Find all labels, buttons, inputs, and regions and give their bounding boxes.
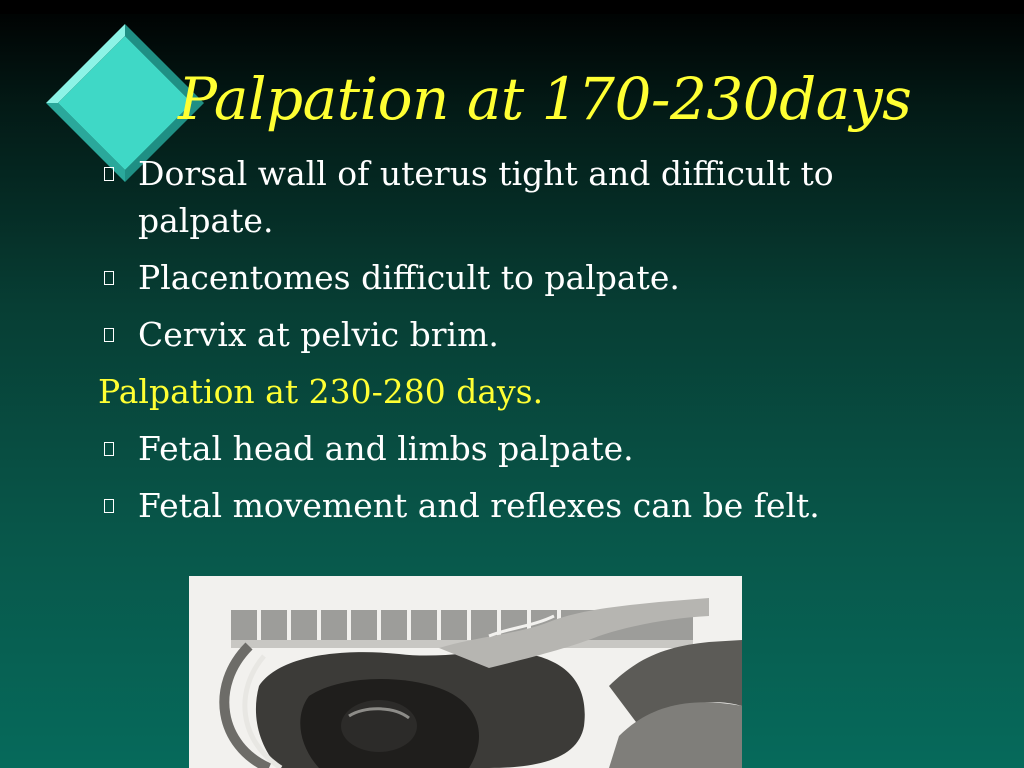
- section-heading: Palpation at 230-280 days.: [98, 372, 544, 411]
- bullet-text: Dorsal wall of uterus tight and difficult to palpate.: [138, 154, 834, 240]
- bullet-text: Placentomes difficult to palpate.: [138, 258, 680, 297]
- square-bullet-icon: [104, 167, 114, 181]
- square-bullet-icon: [104, 328, 114, 342]
- square-bullet-icon: [104, 442, 114, 456]
- top-strip: [0, 0, 1024, 14]
- fetus-illustration: [189, 576, 742, 768]
- slide-title: Palpation at 170-230days: [178, 65, 912, 133]
- square-bullet-icon: [104, 271, 114, 285]
- square-bullet-icon: [104, 499, 114, 513]
- bullet-text: Cervix at pelvic brim.: [138, 315, 499, 354]
- bullet-item: [98, 482, 928, 529]
- bullet-text: Fetal movement and reflexes can be felt.: [138, 486, 820, 525]
- slide-content: [98, 150, 928, 539]
- bullet-item: [98, 311, 928, 358]
- bullet-text: Fetal head and limbs palpate.: [138, 429, 634, 468]
- bullet-item: [98, 425, 928, 472]
- bullet-item: [98, 150, 928, 244]
- bullet-item: [98, 254, 928, 301]
